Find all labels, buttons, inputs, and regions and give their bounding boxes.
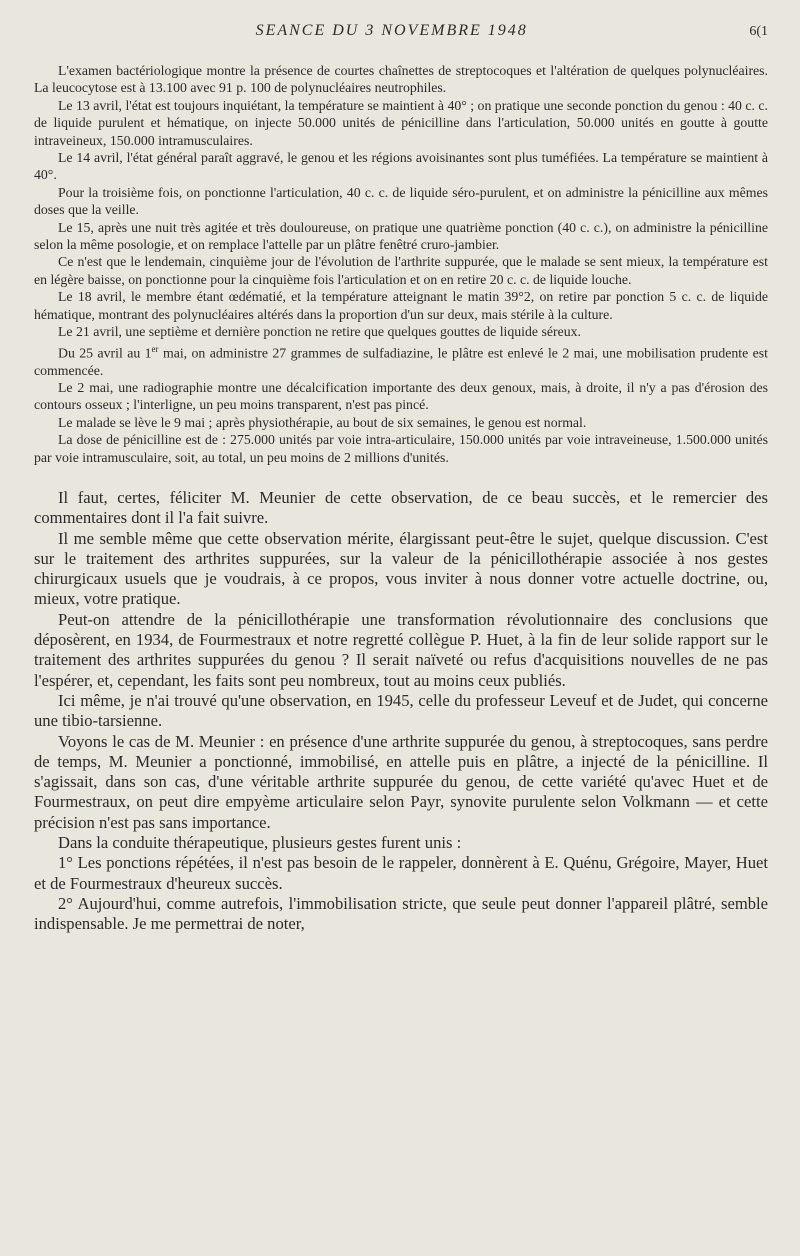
- discussion-paragraph: 2° Aujourd'hui, comme autrefois, l'immobilisation stricte, que seule peut donner l'appareil plâtré, semble indispensable. Je me permettrai de noter,: [34, 893, 768, 934]
- case-report-section: [34, 62, 768, 466]
- case-paragraph: La dose de pénicilline est de : 275.000 unités par voie intra-articulaire, 150.000 unités par voie intraveineuse, 1.500.000 unités par voie intramusculaire, soit, au total, un peu moins de 2 millions d'unités.: [34, 432, 768, 465]
- case-paragraph: Le 13 avril, l'état est toujours inquiétant, la température se maintient à 40° ; on pratique une seconde ponction du genou : 40 c. c. de liquide purulent et hématique, on injecte 50.000 unités de pénicilline dans l'articulation, 50.000 unités en goutte à goutte intraveineux, 150.000 intramusculaires.: [34, 97, 768, 148]
- running-title: SEANCE DU 3 NOVEMBRE 1948: [255, 22, 528, 39]
- case-paragraph: Le 14 avril, l'état général paraît aggravé, le genou et les régions avoisinantes sont plus tuméfiées. La température se maintient à 40°.: [34, 150, 768, 183]
- discussion-paragraph: Peut-on attendre de la pénicillothérapie une transformation révolutionnaire des conclusions que déposèrent, en 1934, de Fourmestraux et notre regretté collègue P. Huet, à la fin de leur solide rapport sur le traitement des arthrites suppurées du genou ? Il serait naïveté ou refus d'acquisitions nouvelles de ne pas l'espérer, et, cependant, les faits sont peu nombreux, tout au moins ceux publiés.: [34, 609, 768, 690]
- page-header: [34, 22, 768, 44]
- case-paragraph-treatment: [34, 341, 768, 379]
- case-paragraph: L'examen bactériologique montre la présence de courtes chaînettes de streptocoques et l'altération de quelques polynucléaires. La leucocytose est à 13.100 avec 91 p. 100 de polynucléaires neutrophiles.: [34, 63, 768, 96]
- discussion-paragraph: Il faut, certes, féliciter M. Meunier de cette observation, de ce beau succès, et le remercier des commentaires dont il l'a fait suivre.: [34, 487, 768, 528]
- case-paragraph: Le malade se lève le 9 mai ; après physiothérapie, au bout de six semaines, le genou est normal.: [58, 414, 587, 430]
- discussion-section: [34, 488, 768, 935]
- case-paragraph: Pour la troisième fois, on ponctionne l'articulation, 40 c. c. de liquide séro-purulent, et on administre la pénicilline aux mêmes doses que la veille.: [34, 184, 768, 218]
- discussion-paragraph: Dans la conduite thérapeutique, plusieurs gestes furent unis :: [58, 832, 462, 852]
- superscript-text: er: [151, 343, 159, 354]
- page-number: 6(1: [749, 24, 768, 39]
- discussion-paragraph: 1° Les ponctions répétées, il n'est pas besoin de le rappeler, donnèrent à E. Quénu, Grégoire, Mayer, Huet et de Fourmestraux d'heureux succès.: [34, 853, 768, 893]
- discussion-paragraph: Il me semble même que cette observation mérite, élargissant peut-être le sujet, quelque discussion. C'est sur le traitement des arthrites suppurées, sur la valeur de la pénicillothérapie associée à nos gestes chirurgicaux usuels que je voudrais, à ce propos, vous inviter à nous donner votre actuelle doctrine, ou, mieux, votre pratique.: [34, 528, 768, 609]
- case-paragraph: Le 18 avril, le membre étant œdématié, et la température atteignant le matin 39°2, on retire par ponction 5 c. c. de liquide hématique, montrant des polynucléaires altérés dans la proportion d'un sur deux, mais stérile à la culture.: [34, 289, 768, 322]
- case-paragraph: Le 21 avril, une septième et dernière ponction ne retire que quelques gouttes de liquide séreux.: [58, 324, 581, 340]
- case-paragraph: Le 2 mai, une radiographie montre une décalcification importante des deux genoux, mais, à droite, il n'y a pas d'érosion des contours osseux ; l'interligne, un peu moins transparent, n'est pas pincé.: [34, 379, 768, 413]
- case-paragraph: Le 15, après une nuit très agitée et très douloureuse, on pratique une quatrième ponction (40 c. c.), on administre la pénicilline selon la même posologie, et on remplace l'attelle par un plâtre fenêtré cruro-jambier.: [34, 219, 768, 253]
- discussion-paragraph: Ici même, je n'ai trouvé qu'une observation, en 1945, celle du professeur Leveuf et de Judet, qui concerne une tibio-tarsienne.: [34, 690, 768, 731]
- discussion-paragraph: Voyons le cas de M. Meunier : en présence d'une arthrite suppurée du genou, à streptocoques, sans perdre de temps, M. Meunier a ponctionné, immobilisé, en attelle puis en plâtre, a injecté de la pénicilline. Il s'agissait, dans son cas, d'une véritable arthrite suppurée du genou, de cette variété qu'avec Huet et de Fourmestraux, on peut dire empyème articulaire selon Payr, synovite purulente selon Volkmann — et cette précision n'est pas sans importance.: [34, 731, 768, 832]
- text-fragment: Du 25 avril au 1: [58, 345, 152, 361]
- case-paragraph: Ce n'est que le lendemain, cinquième jour de l'évolution de l'arthrite suppurée, que le malade se sent mieux, la température est en légère baisse, on ponctionne pour la cinquième fois l'articulation et on en retire 20 c. c. de liquide louche.: [34, 254, 768, 287]
- text-fragment: mai, on administre 27 grammes de sulfadiazine, le plâtre est enlevé le 2 mai, une mobilisation prudente est commencée.: [34, 345, 768, 378]
